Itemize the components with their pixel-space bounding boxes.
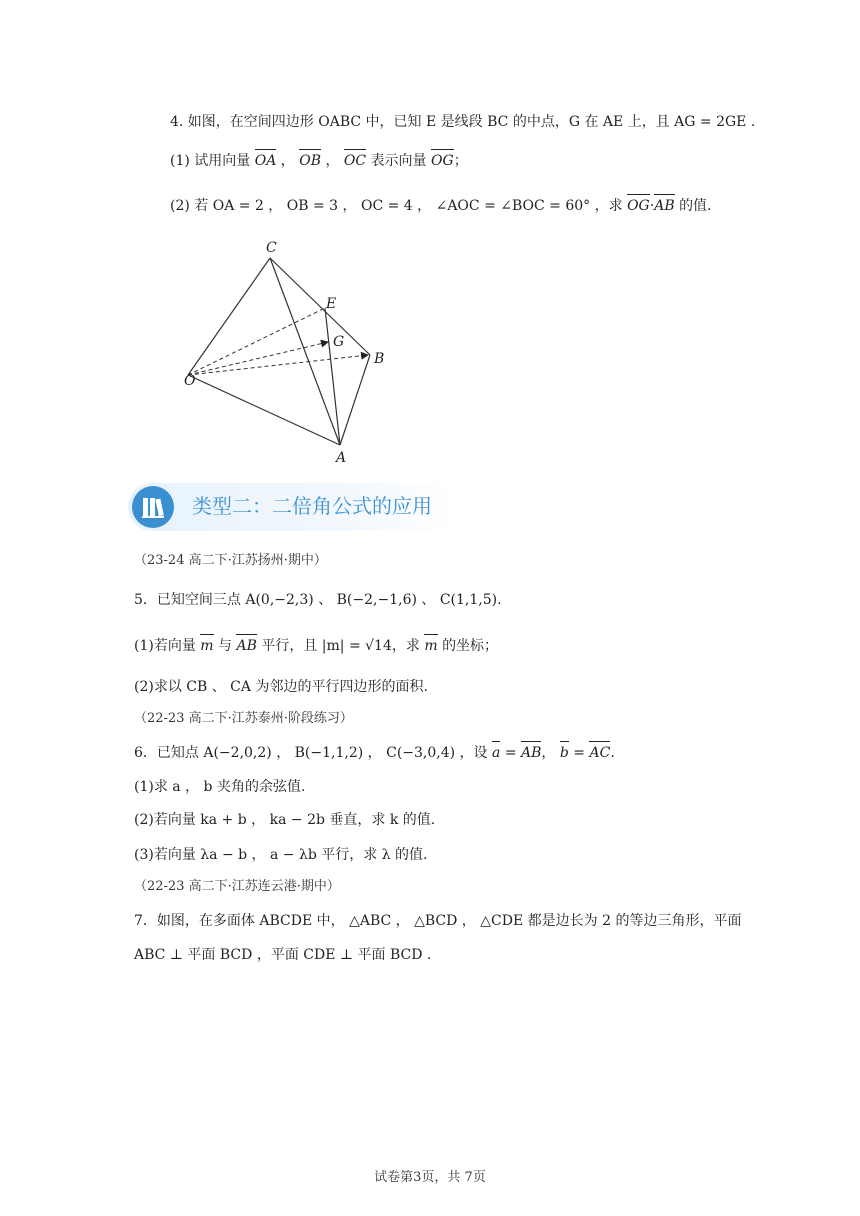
vector-m-2: m — [424, 638, 438, 654]
problem-4-q2: (2) 若 OA = 2 ， OB = 3 ， OC = 4 ， ∠AOC = ∠BOC = 60° ，求 OG·AB 的值. — [170, 198, 712, 214]
problem-4-stem: 4. 如图，在空间四边形 OABC 中，已知 E 是线段 BC 的中点，G 在 AE 上，且 AG = 2GE . — [170, 114, 756, 130]
label-b: B — [374, 351, 385, 367]
problem-7-source: （22-23 高二下·江苏连云港·期中） — [134, 879, 340, 894]
problem-6-stem: 6．已知点 A(−2,0,2) ， B(−1,1,2) ， C(−3,0,4) ，设 a = AB， b = AC. — [134, 745, 615, 761]
vector-ab-p5: AB — [236, 638, 257, 654]
problem-6-q3: (3)若向量 λa − b ， a − λb 平行，求 λ 的值. — [134, 847, 428, 863]
vector-og-2: OG — [627, 198, 650, 214]
label-a: A — [336, 450, 347, 466]
vector-oc: OC — [343, 153, 367, 169]
vector-b: b — [559, 745, 569, 761]
edge-ba — [340, 355, 370, 445]
problem-5-source: （23-24 高二下·江苏扬州·期中） — [134, 553, 327, 568]
label-c: C — [266, 240, 277, 256]
problem-6-q1: (1)求 a ， b 夹角的余弦值. — [134, 779, 306, 795]
edge-oc — [188, 258, 270, 375]
dashed-ob — [188, 355, 368, 375]
problem-6-source: （22-23 高二下·江苏泰州·阶段练习） — [134, 711, 353, 726]
vector-m: m — [200, 638, 214, 654]
books-icon — [132, 486, 174, 528]
problem-7-line2: ABC ⊥ 平面 BCD ，平面 CDE ⊥ 平面 BCD . — [134, 947, 432, 963]
dashed-oe — [188, 308, 325, 375]
label-e: E — [326, 296, 337, 312]
vector-ac: AC — [589, 745, 611, 761]
problem-5-q2: (2)求以 CB 、 CA 为邻边的平行四边形的面积. — [134, 679, 428, 695]
vector-ab-p6: AB — [521, 745, 542, 761]
vector-a: a — [492, 745, 501, 761]
problem-6-q2: (2)若向量 ka + b ， ka − 2b 垂直，求 k 的值. — [134, 812, 436, 828]
page-footer: 试卷第3页，共 7页 — [374, 1170, 486, 1185]
problem-4-q1: (1) 试用向量 OA ， OB ， OC 表示向量 OG； — [170, 153, 468, 169]
vector-oa: OA — [254, 153, 277, 169]
vector-og: OG — [431, 153, 454, 169]
problem-5-stem: 5．已知空间三点 A(0,−2,3) 、 B(−2,−1,6) 、 C(1,1,5). — [134, 592, 502, 608]
label-o: O — [184, 373, 196, 389]
vector-ob: OB — [299, 153, 321, 169]
edge-cb — [270, 258, 370, 355]
vector-ab: AB — [654, 198, 675, 214]
label-g: G — [333, 334, 345, 350]
tetrahedron-figure — [170, 230, 410, 470]
section-title: 类型二：二倍角公式的应用 — [192, 494, 432, 518]
problem-7-line1: 7．如图，在多面体 ABCDE 中， △ABC ， △BCD ， △CDE 都是边长为 2 的等边三角形，平面 — [134, 913, 742, 929]
magnitude-m: |m| = √14 — [321, 638, 392, 654]
problem-5-q1: (1)若向量 m 与 AB 平行，且 |m| = √14，求 m 的坐标； — [134, 638, 499, 654]
